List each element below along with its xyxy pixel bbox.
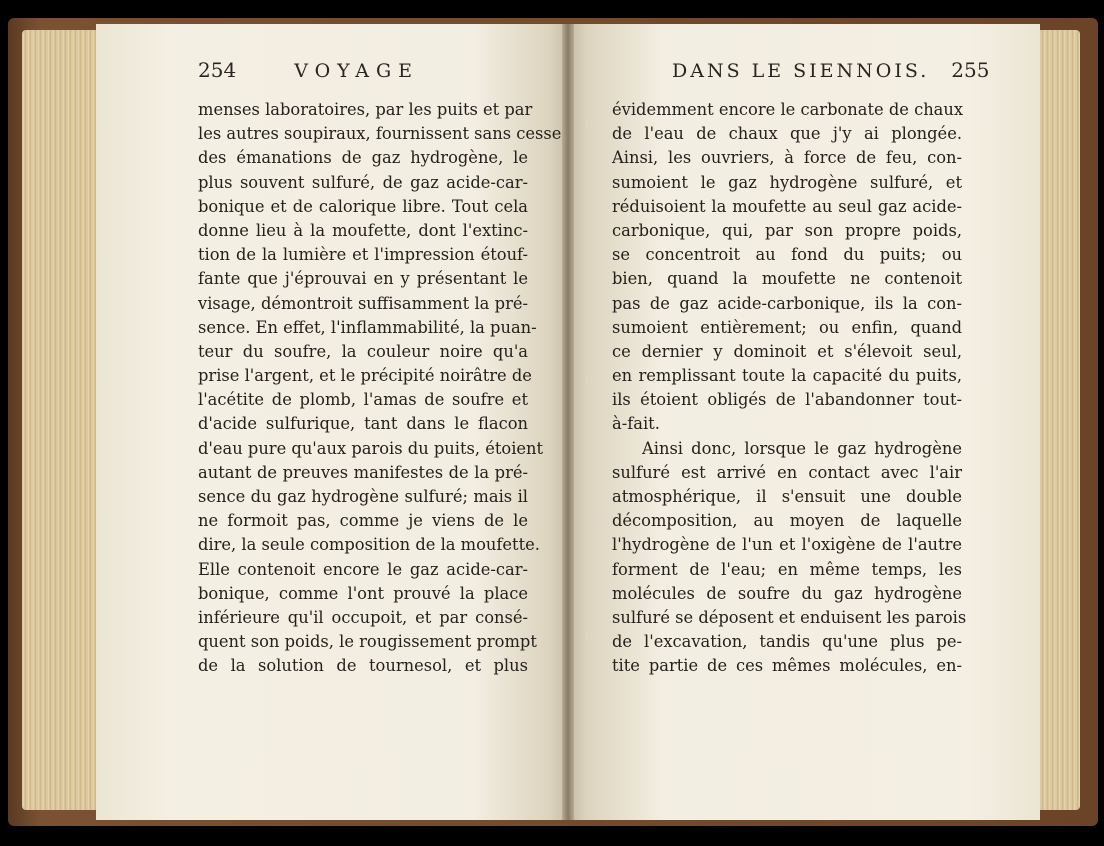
text-line: tion de la lumière et l'impression étouf-	[198, 245, 528, 265]
text-line: d'acide sulfurique, tant dans le flacon	[198, 414, 528, 434]
text-line: en remplissant toute la capacité du puits,	[612, 366, 962, 386]
text-line: se concentroit au fond du puits; ou	[612, 245, 962, 265]
text-line: sumoient entièrement; ou enfin, quand	[612, 317, 962, 337]
left-page-text	[198, 98, 562, 679]
right-page-text	[612, 98, 967, 679]
text-line: visage, démontroit suffisamment la pré-	[198, 293, 528, 313]
text-line: réduisoient la moufette au seul gaz acide-	[612, 196, 962, 216]
left-running-header	[198, 58, 419, 90]
text-line: quent son poids, le rougissement prompt	[198, 632, 537, 652]
text-line: sence du gaz hydrogène sulfuré; mais il	[198, 487, 528, 506]
text-line: de la solution de tournesol, et plus	[198, 656, 528, 676]
text-line: fante que j'éprouvai en y présentant le	[198, 269, 528, 289]
book-gutter	[562, 24, 574, 820]
text-line: autant de preuves manifestes de la pré-	[198, 462, 528, 482]
text-line: sulfuré se déposent et enduisent les parois	[612, 607, 967, 627]
right-running-header	[672, 58, 989, 90]
left-page-number: 254	[198, 58, 237, 82]
text-line: inférieure qu'il occupoit, et par consé-	[198, 607, 528, 627]
text-line: Elle contenoit encore le gaz acide-car-	[198, 559, 528, 579]
text-line: ne formoit pas, comme je viens de le	[198, 511, 528, 531]
text-line: l'hydrogène de l'un et l'oxigène de l'autre	[612, 535, 962, 555]
page-edges-right	[1036, 30, 1080, 810]
left-running-head: VOYAGE	[294, 60, 419, 82]
text-line: plus souvent sulfuré, de gaz acide-car-	[198, 172, 528, 192]
text-line: les autres soupiraux, fournissent sans cesse	[198, 124, 562, 144]
text-line: sulfuré est arrivé en contact avec l'air	[612, 462, 962, 482]
text-line: sence. En effet, l'inflammabilité, la puan-	[198, 317, 537, 337]
text-line: bonique et de calorique libre. Tout cela	[198, 196, 528, 216]
text-line: ils étoient obligés de l'abandonner tout-	[612, 390, 962, 410]
text-line: dire, la seule composition de la moufette.	[198, 535, 540, 555]
text-line: carbonique, qui, par son propre poids,	[612, 220, 962, 240]
text-line: l'acétite de plomb, l'amas de soufre et	[198, 390, 528, 410]
text-line: de l'eau de chaux que j'y ai plongée.	[612, 124, 962, 144]
text-line: ce dernier y dominoit et s'élevoit seul,	[612, 341, 962, 361]
text-line: à-fait.	[612, 414, 660, 434]
text-line: sumoient le gaz hydrogène sulfuré, et	[612, 172, 962, 192]
text-line: décomposition, au moyen de laquelle	[612, 511, 962, 531]
text-line: menses laboratoires, par les puits et par	[198, 100, 533, 119]
text-line: bien, quand la moufette ne contenoit	[612, 269, 962, 289]
text-line: prise l'argent, et le précipité noirâtre de	[198, 366, 532, 386]
text-line: Ainsi, les ouvriers, à force de feu, con-	[612, 148, 962, 168]
text-line: teur du soufre, la couleur noire qu'a	[198, 341, 528, 361]
page-edges-left	[22, 30, 102, 810]
text-line: d'eau pure qu'aux parois du puits, étoient	[198, 438, 544, 458]
text-line: forment de l'eau; en même temps, les	[612, 559, 962, 579]
right-running-head: DANS LE SIENNOIS.	[672, 60, 930, 82]
text-line: Ainsi donc, lorsque le gaz hydrogène	[642, 438, 962, 458]
text-line: tite partie de ces mêmes molécules, en-	[612, 656, 962, 676]
text-line: pas de gaz acide-carbonique, ils la con-	[612, 293, 962, 313]
text-line: molécules de soufre du gaz hydrogène	[612, 583, 962, 603]
right-page-number: 255	[951, 58, 990, 82]
text-line: atmosphérique, il s'ensuit une double	[612, 487, 962, 506]
text-line: des émanations de gaz hydrogène, le	[198, 148, 528, 168]
text-line: de l'excavation, tandis qu'une plus pe-	[612, 632, 962, 652]
text-line: donne lieu à la moufette, dont l'extinc-	[198, 220, 528, 240]
text-line: évidemment encore le carbonate de chaux	[612, 100, 964, 119]
text-line: bonique, comme l'ont prouvé la place	[198, 583, 528, 603]
